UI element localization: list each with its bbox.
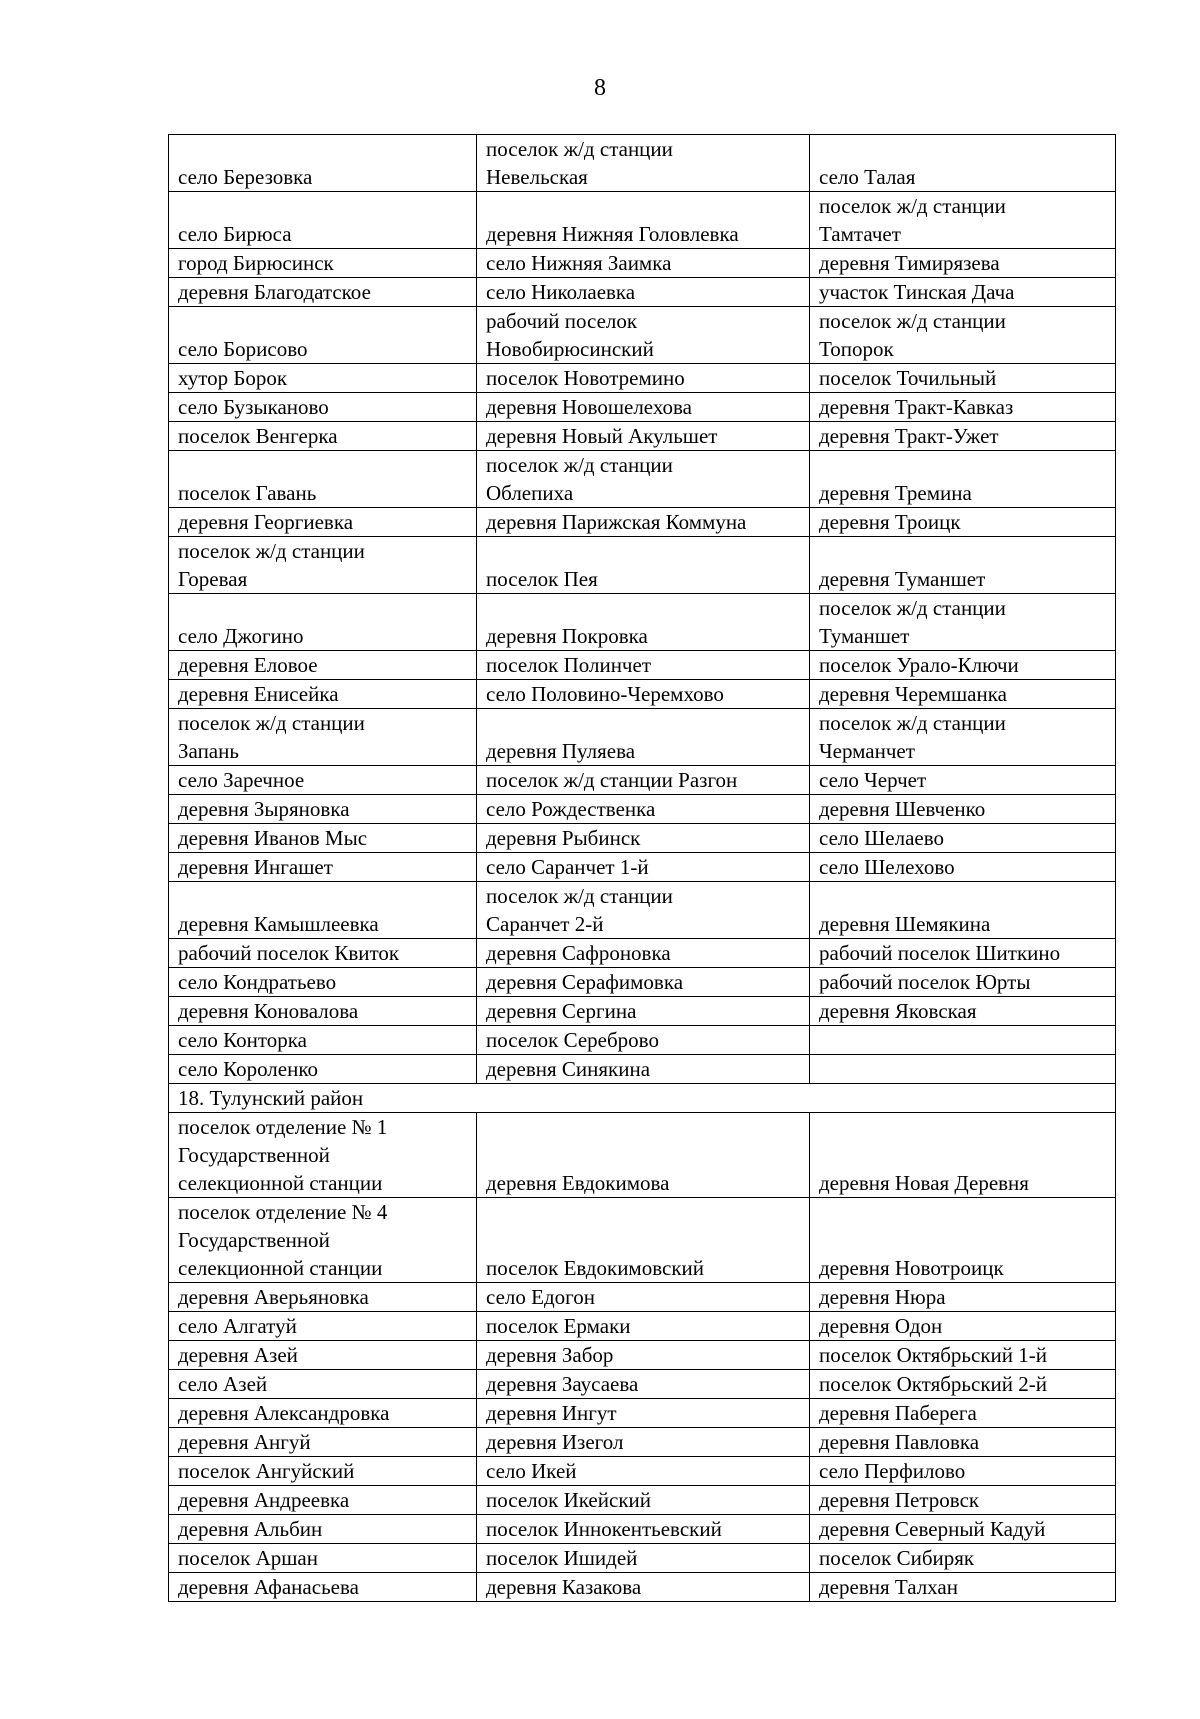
table-cell: поселок ж/д станции Тамтачет [810, 192, 1116, 249]
table-row [169, 1428, 1116, 1457]
settlements-table [168, 134, 1116, 1602]
table-cell: село Николаевка [477, 278, 810, 307]
table-row [169, 1055, 1116, 1084]
table-row [169, 1370, 1116, 1399]
table-row [169, 853, 1116, 882]
table-cell: деревня Тракт-Кавказ [810, 393, 1116, 422]
table-row [169, 393, 1116, 422]
table-cell: хутор Борок [169, 364, 477, 393]
table-cell: деревня Тимирязева [810, 249, 1116, 278]
table-cell: рабочий поселок Юрты [810, 968, 1116, 997]
table-row [169, 968, 1116, 997]
table-row [169, 766, 1116, 795]
table-cell: деревня Тракт-Ужет [810, 422, 1116, 451]
table-cell: поселок ж/д станции Туманшет [810, 594, 1116, 651]
table-cell: деревня Зыряновка [169, 795, 477, 824]
table-row [169, 939, 1116, 968]
table-row [169, 135, 1116, 192]
table-row [169, 1113, 1116, 1198]
table-cell: деревня Иванов Мыс [169, 824, 477, 853]
table-cell: деревня Троицк [810, 508, 1116, 537]
table-row [169, 307, 1116, 364]
table-cell: село Березовка [169, 135, 477, 192]
table-cell: деревня Синякина [477, 1055, 810, 1084]
table-row [169, 1026, 1116, 1055]
table-cell: поселок отделение № 1 Государственной селекционной станции [169, 1113, 477, 1198]
table-cell: деревня Новотроицк [810, 1198, 1116, 1283]
table-cell: деревня Тремина [810, 451, 1116, 508]
table-cell: село Алгатуй [169, 1312, 477, 1341]
table-cell: деревня Забор [477, 1341, 810, 1370]
table-cell: рабочий поселок Шиткино [810, 939, 1116, 968]
table-cell: деревня Шевченко [810, 795, 1116, 824]
table-cell: деревня Туманшет [810, 537, 1116, 594]
table-cell: деревня Одон [810, 1312, 1116, 1341]
table-cell: поселок Ангуйский [169, 1457, 477, 1486]
table-row [169, 1399, 1116, 1428]
table-row [169, 680, 1116, 709]
table-row [169, 451, 1116, 508]
table-cell: поселок Гавань [169, 451, 477, 508]
table-cell: поселок Сибиряк [810, 1544, 1116, 1573]
table-cell: поселок ж/д станции Невельская [477, 135, 810, 192]
table-cell: поселок Иннокентьевский [477, 1515, 810, 1544]
table-cell: поселок ж/д станции Запань [169, 709, 477, 766]
table-cell: деревня Изегол [477, 1428, 810, 1457]
table-cell: село Икей [477, 1457, 810, 1486]
table-cell: деревня Нижняя Головлевка [477, 192, 810, 249]
table-cell: деревня Камышлеевка [169, 882, 477, 939]
table-cell: деревня Азей [169, 1341, 477, 1370]
table-cell: село Шелехово [810, 853, 1116, 882]
table-cell: село Едогон [477, 1283, 810, 1312]
table-cell: деревня Северный Кадуй [810, 1515, 1116, 1544]
table-cell: село Кондратьево [169, 968, 477, 997]
table-cell: село Черчет [810, 766, 1116, 795]
table-cell: город Бирюсинск [169, 249, 477, 278]
table-cell [810, 1055, 1116, 1084]
table-cell: поселок ж/д станции Топорок [810, 307, 1116, 364]
table-cell: деревня Афанасьева [169, 1573, 477, 1602]
table-cell: деревня Ангуй [169, 1428, 477, 1457]
table-cell: деревня Пуляева [477, 709, 810, 766]
table-cell: поселок Октябрьский 2-й [810, 1370, 1116, 1399]
table-cell: деревня Шемякина [810, 882, 1116, 939]
table-cell: деревня Александровка [169, 1399, 477, 1428]
table-cell: поселок Точильный [810, 364, 1116, 393]
table-cell: деревня Ингашет [169, 853, 477, 882]
section-header-row [169, 1084, 1116, 1113]
table-row [169, 824, 1116, 853]
table-cell: село Конторка [169, 1026, 477, 1055]
table-cell: деревня Сергина [477, 997, 810, 1026]
table-cell: деревня Рыбинск [477, 824, 810, 853]
table-row [169, 249, 1116, 278]
table-cell: деревня Яковская [810, 997, 1116, 1026]
table-row [169, 709, 1116, 766]
table-cell: рабочий поселок Квиток [169, 939, 477, 968]
table-cell: поселок Сереброво [477, 1026, 810, 1055]
table-cell: рабочий поселок Новобирюсинский [477, 307, 810, 364]
table-cell: село Борисово [169, 307, 477, 364]
table-cell: деревня Новая Деревня [810, 1113, 1116, 1198]
table-cell: село Талая [810, 135, 1116, 192]
table-cell: поселок Венгерка [169, 422, 477, 451]
table-cell: деревня Аверьяновка [169, 1283, 477, 1312]
table-cell: поселок ж/д станции Горевая [169, 537, 477, 594]
table-row [169, 508, 1116, 537]
table-cell: деревня Ингут [477, 1399, 810, 1428]
table-cell: село Джогино [169, 594, 477, 651]
table-cell: деревня Коновалова [169, 997, 477, 1026]
table-row [169, 422, 1116, 451]
table-cell: село Бузыканово [169, 393, 477, 422]
table-cell: поселок отделение № 4 Государственной селекционной станции [169, 1198, 477, 1283]
table-cell: село Бирюса [169, 192, 477, 249]
page-number: 8 [594, 75, 606, 101]
table-cell: поселок Полинчет [477, 651, 810, 680]
table-cell: поселок Урало-Ключи [810, 651, 1116, 680]
table-cell: поселок Ермаки [477, 1312, 810, 1341]
table-cell: деревня Казакова [477, 1573, 810, 1602]
table-cell: село Шелаево [810, 824, 1116, 853]
table-cell: деревня Заусаева [477, 1370, 810, 1399]
table-cell [810, 1026, 1116, 1055]
table-row [169, 1283, 1116, 1312]
table-cell: деревня Еловое [169, 651, 477, 680]
table-row [169, 997, 1116, 1026]
table-cell: поселок Октябрьский 1-й [810, 1341, 1116, 1370]
table-cell: поселок Аршан [169, 1544, 477, 1573]
table-cell: деревня Парижская Коммуна [477, 508, 810, 537]
table-cell: деревня Евдокимова [477, 1113, 810, 1198]
table-cell: деревня Новый Акульшет [477, 422, 810, 451]
table-row [169, 795, 1116, 824]
table-cell: село Короленко [169, 1055, 477, 1084]
table-row [169, 364, 1116, 393]
table-cell: село Перфилово [810, 1457, 1116, 1486]
table-row [169, 1515, 1116, 1544]
table-cell: деревня Покровка [477, 594, 810, 651]
table-cell: деревня Андреевка [169, 1486, 477, 1515]
table-cell: деревня Альбин [169, 1515, 477, 1544]
table-cell: поселок ж/д станции Облепиха [477, 451, 810, 508]
table-cell: деревня Георгиевка [169, 508, 477, 537]
table-cell: поселок Ишидей [477, 1544, 810, 1573]
table-cell: поселок ж/д станции Черманчет [810, 709, 1116, 766]
table-cell: село Половино-Черемхово [477, 680, 810, 709]
table-cell: поселок Икейский [477, 1486, 810, 1515]
table-cell: поселок ж/д станции Разгон [477, 766, 810, 795]
table-row [169, 651, 1116, 680]
table-row [169, 1486, 1116, 1515]
table-row [169, 1341, 1116, 1370]
table-cell: деревня Благодатское [169, 278, 477, 307]
table-cell: деревня Павловка [810, 1428, 1116, 1457]
table-cell: деревня Талхан [810, 1573, 1116, 1602]
table-cell: поселок Евдокимовский [477, 1198, 810, 1283]
table-row [169, 1198, 1116, 1283]
table-cell: деревня Новошелехова [477, 393, 810, 422]
table-row [169, 1544, 1116, 1573]
table-row [169, 537, 1116, 594]
table-cell: село Саранчет 1-й [477, 853, 810, 882]
table-row [169, 1573, 1116, 1602]
table-row [169, 1312, 1116, 1341]
table-row [169, 192, 1116, 249]
table-cell: деревня Петровск [810, 1486, 1116, 1515]
table-cell: село Азей [169, 1370, 477, 1399]
table-row [169, 278, 1116, 307]
table-cell: деревня Серафимовка [477, 968, 810, 997]
table-cell: участок Тинская Дача [810, 278, 1116, 307]
table-cell: деревня Черемшанка [810, 680, 1116, 709]
section-title: 18. Тулунский район [169, 1084, 1116, 1113]
table-cell: село Рождественка [477, 795, 810, 824]
table-row [169, 882, 1116, 939]
table-row [169, 594, 1116, 651]
table-cell: поселок Пея [477, 537, 810, 594]
table-cell: село Нижняя Заимка [477, 249, 810, 278]
table-row [169, 1457, 1116, 1486]
table-cell: деревня Паберега [810, 1399, 1116, 1428]
table-cell: поселок Новотремино [477, 364, 810, 393]
table-cell: деревня Енисейка [169, 680, 477, 709]
table-cell: село Заречное [169, 766, 477, 795]
table-cell: деревня Сафроновка [477, 939, 810, 968]
table-cell: поселок ж/д станции Саранчет 2-й [477, 882, 810, 939]
table-cell: деревня Нюра [810, 1283, 1116, 1312]
